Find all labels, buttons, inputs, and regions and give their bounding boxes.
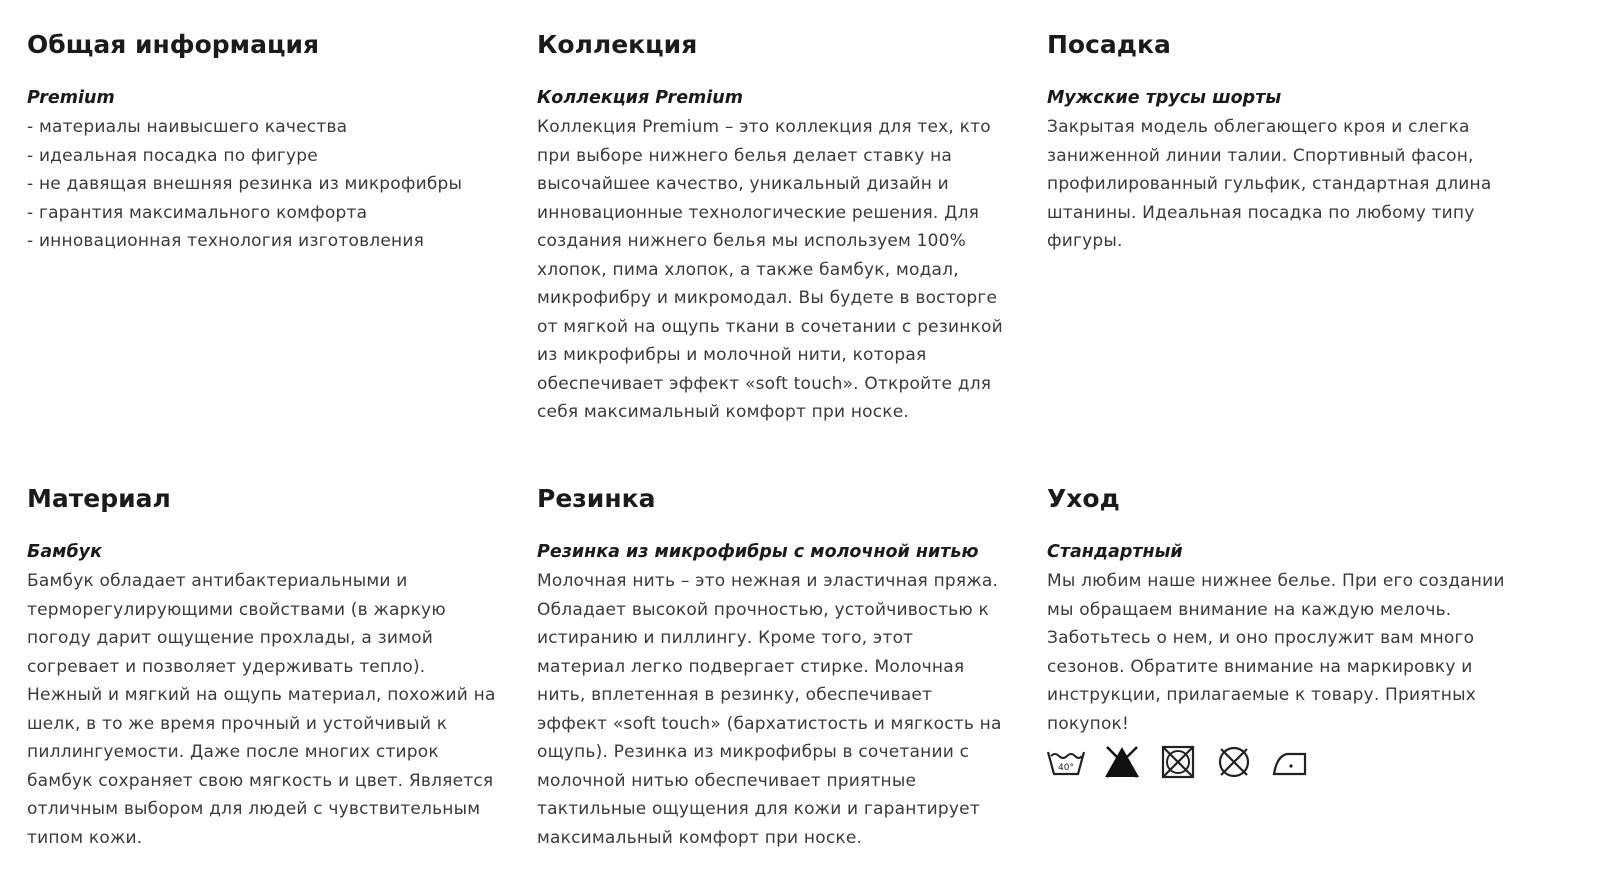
list-item: - инновационная технология изготовления [27, 231, 425, 251]
list-item: - идеальная посадка по фигуре [27, 145, 318, 166]
care-section [1047, 482, 1557, 882]
waistband-title: Резинка [537, 484, 656, 513]
no-tumble-dry-icon [1159, 744, 1197, 780]
waistband-text: Молочная нить – это нежная и эластичная пряжа. Обладает высокой прочностью, устойчивостью к истиранию и пиллингу. Кроме того, этот материал легко подвергает стирке. Молочная нить, вплетенная в резинку, обеспечивает эффект «soft touch» (бархатистость и мягкость на ощупь). Резинка из микрофибры в сочетании с молочной нитью обеспечивает приятные тактильные ощущения для кожи и гарантирует максимальный комфорт при носке. [537, 571, 1002, 848]
list-item: - материалы наивысшего качества [27, 117, 348, 137]
collection-title: Коллекция [537, 30, 698, 59]
iron-low-icon [1271, 744, 1309, 780]
collection-text: Коллекция Premium – это коллекция для тех, кто при выборе нижнего белья делает ставку на высочайшее качество, уникальный дизайн и инновационные технологические решения. Для создания нижнего белья мы используем 100% хлопок, пима хлопок, а также бамбук, модал, микрофибру и микромодал. Вы будете в восторге от мягкой на ощупь ткани в сочетании с резинкой из микрофибры и молочной нити, которая обеспечивает эффект «soft touch». Откройте для себя максимальный комфорт при носке. [537, 117, 1003, 422]
material-text: Бамбук обладает антибактериальными и терморегулирующими свойствами (в жаркую погоду дарит ощущение прохлады, а зимой согревает и позволяет удерживать тепло). Нежный и мягкий на ощупь материал, похожий на шелк, в то же время прочный и устойчивый к пиллингуемости. Даже после многих стирок бамбук сохраняет свою мягкость и цвет. Является отличным выбором для людей с чувствительным типом кожи. [27, 571, 496, 848]
waistband-section [537, 482, 1047, 882]
list-item: - не давящая внешняя резинка из микрофибры [27, 174, 463, 194]
material-subtitle: Бамбук [27, 542, 102, 562]
fit-text: Закрытая модель облегающего кроя и слегка заниженной линии талии. Спортивный фасон, профилированный гульфик, стандартная длина штанины. Идеальная посадка по любому типу фигуры. [1047, 117, 1492, 251]
wash-40-icon [1047, 744, 1085, 780]
general-info-list [27, 113, 497, 256]
material-section [27, 482, 537, 882]
care-subtitle: Стандартный [1047, 542, 1183, 562]
collection-section [537, 28, 1047, 482]
care-text: Мы любим наше нижнее белье. При его создании мы обращаем внимание на каждую мелочь. Заботьтесь о нем, и оно прослужит вам много сезонов. Обратите внимание на маркировку и инструкции, прилагаемые к товару. Приятных покупок! [1047, 571, 1505, 734]
list-item: - гарантия максимального комфорта [27, 202, 368, 223]
fit-subtitle: Мужские трусы шорты [1047, 88, 1282, 108]
wash-temp-label: 40° [1058, 763, 1074, 773]
general-info-title: Общая информация [27, 30, 320, 59]
waistband-subtitle: Резинка из микрофибры с молочной нитью [537, 542, 979, 562]
general-info-subtitle: Premium [27, 88, 115, 108]
fit-section [1047, 28, 1557, 482]
product-info-grid [27, 28, 1557, 882]
no-dry-clean-icon [1215, 744, 1253, 780]
fit-title: Посадка [1047, 30, 1171, 59]
material-title: Материал [27, 484, 171, 513]
care-title: Уход [1047, 484, 1120, 513]
care-icons [1047, 744, 1517, 780]
general-info-section [27, 28, 537, 482]
collection-subtitle: Коллекция Premium [537, 88, 743, 108]
no-bleach-icon [1103, 744, 1141, 780]
